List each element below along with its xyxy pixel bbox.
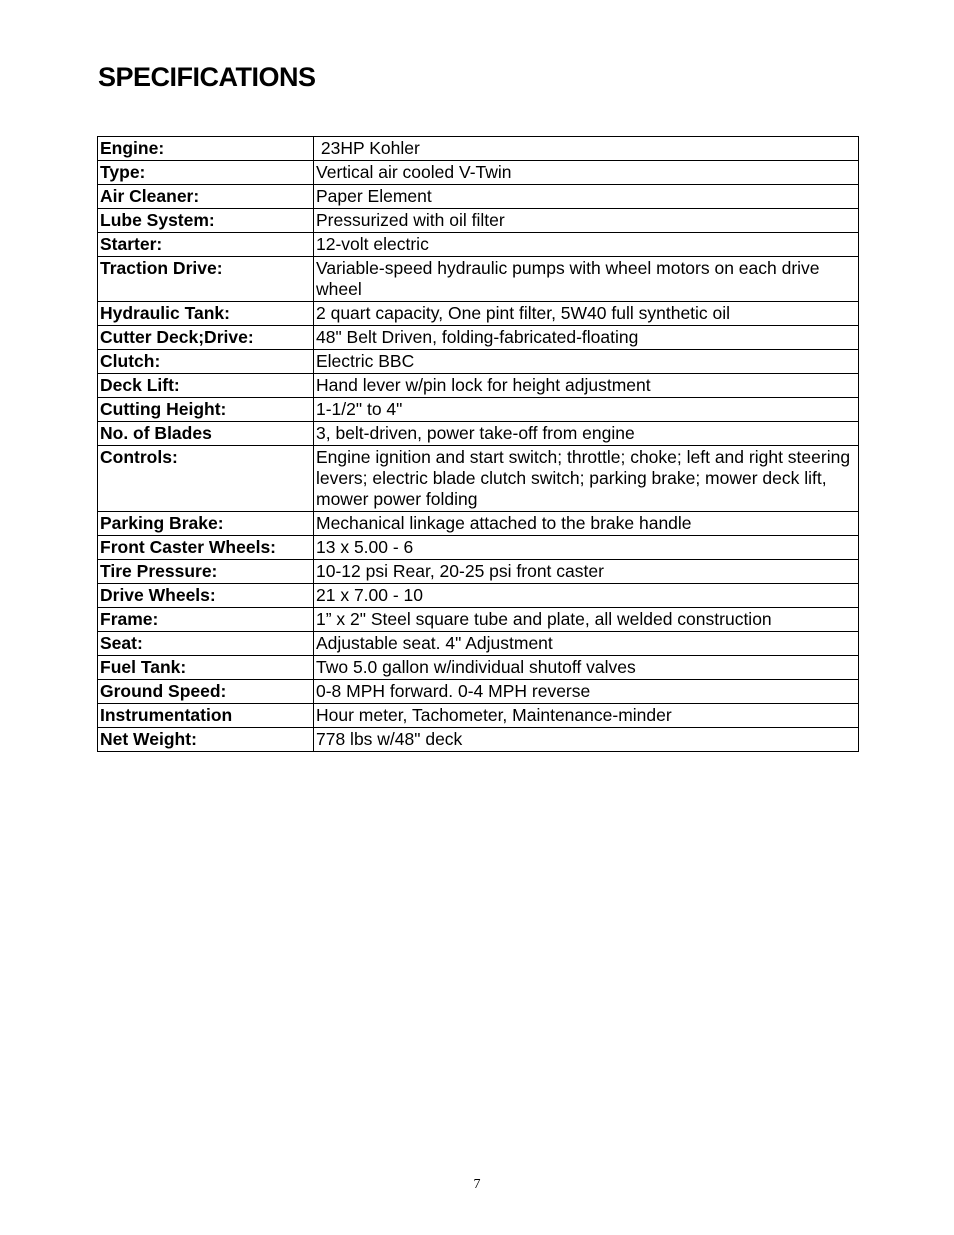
spec-label: No. of Blades: [98, 422, 314, 446]
spec-label: Tire Pressure:: [98, 560, 314, 584]
spec-label: Frame:: [98, 608, 314, 632]
spec-value: Paper Element: [314, 185, 859, 209]
spec-label: Drive Wheels:: [98, 584, 314, 608]
spec-label: Cutting Height:: [98, 398, 314, 422]
table-row: [98, 161, 859, 185]
table-row: [98, 209, 859, 233]
spec-value: 3, belt-driven, power take-off from engine: [314, 422, 859, 446]
spec-label: Lube System:: [98, 209, 314, 233]
table-row: [98, 233, 859, 257]
table-row: [98, 680, 859, 704]
table-row: [98, 257, 859, 302]
spec-value: 13 x 5.00 - 6: [314, 536, 859, 560]
spec-value: 0-8 MPH forward. 0-4 MPH reverse: [314, 680, 859, 704]
spec-value: 48" Belt Driven, folding-fabricated-floating: [314, 326, 859, 350]
table-row: [98, 608, 859, 632]
table-row: [98, 512, 859, 536]
table-row: [98, 350, 859, 374]
table-row: [98, 536, 859, 560]
spec-label: Fuel Tank:: [98, 656, 314, 680]
spec-label: Net Weight:: [98, 728, 314, 752]
spec-value: 1” x 2" Steel square tube and plate, all welded construction: [314, 608, 859, 632]
spec-label: Engine:: [98, 137, 314, 161]
table-row: [98, 302, 859, 326]
spec-value: Mechanical linkage attached to the brake handle: [314, 512, 859, 536]
table-row: [98, 728, 859, 752]
specifications-table: [97, 136, 859, 752]
spec-label: Hydraulic Tank:: [98, 302, 314, 326]
spec-label: Ground Speed:: [98, 680, 314, 704]
spec-value: Electric BBC: [314, 350, 859, 374]
table-row: [98, 185, 859, 209]
table-row: [98, 326, 859, 350]
spec-value: Variable-speed hydraulic pumps with wheel motors on each drive wheel: [314, 257, 859, 302]
spec-value: Two 5.0 gallon w/individual shutoff valves: [314, 656, 859, 680]
table-row: [98, 632, 859, 656]
table-row: [98, 374, 859, 398]
spec-value: Hand lever w/pin lock for height adjustment: [314, 374, 859, 398]
spec-label: Starter:: [98, 233, 314, 257]
spec-label: Front Caster Wheels:: [98, 536, 314, 560]
table-row: [98, 398, 859, 422]
spec-label: Seat:: [98, 632, 314, 656]
table-row: [98, 584, 859, 608]
spec-label: Cutter Deck;Drive:: [98, 326, 314, 350]
table-row: [98, 656, 859, 680]
spec-value: 23HP Kohler: [314, 137, 859, 161]
table-row: [98, 446, 859, 512]
spec-value: Adjustable seat. 4" Adjustment: [314, 632, 859, 656]
spec-value: 12-volt electric: [314, 233, 859, 257]
spec-label: Type:: [98, 161, 314, 185]
spec-label: Instrumentation: [98, 704, 314, 728]
spec-value: Vertical air cooled V-Twin: [314, 161, 859, 185]
spec-value: 2 quart capacity, One pint filter, 5W40 full synthetic oil: [314, 302, 859, 326]
table-row: [98, 704, 859, 728]
table-row: [98, 137, 859, 161]
spec-label: Traction Drive:: [98, 257, 314, 302]
spec-label: Deck Lift:: [98, 374, 314, 398]
page-title: SPECIFICATIONS: [98, 62, 316, 92]
spec-label: Parking Brake:: [98, 512, 314, 536]
spec-value: 778 lbs w/48" deck: [314, 728, 859, 752]
spec-value: Pressurized with oil filter: [314, 209, 859, 233]
spec-label: Controls:: [98, 446, 314, 512]
spec-label: Air Cleaner:: [98, 185, 314, 209]
spec-value: Hour meter, Tachometer, Maintenance-minder: [314, 704, 859, 728]
spec-value: 1-1/2" to 4": [314, 398, 859, 422]
spec-value: 10-12 psi Rear, 20-25 psi front caster: [314, 560, 859, 584]
table-row: [98, 422, 859, 446]
page-number: 7: [473, 1177, 481, 1192]
table-row: [98, 560, 859, 584]
spec-label: Clutch:: [98, 350, 314, 374]
spec-value: Engine ignition and start switch; throttle; choke; left and right steering levers; electric blade clutch switch; parking brake; mower deck lift, mower power folding: [314, 446, 859, 512]
spec-value: 21 x 7.00 - 10: [314, 584, 859, 608]
